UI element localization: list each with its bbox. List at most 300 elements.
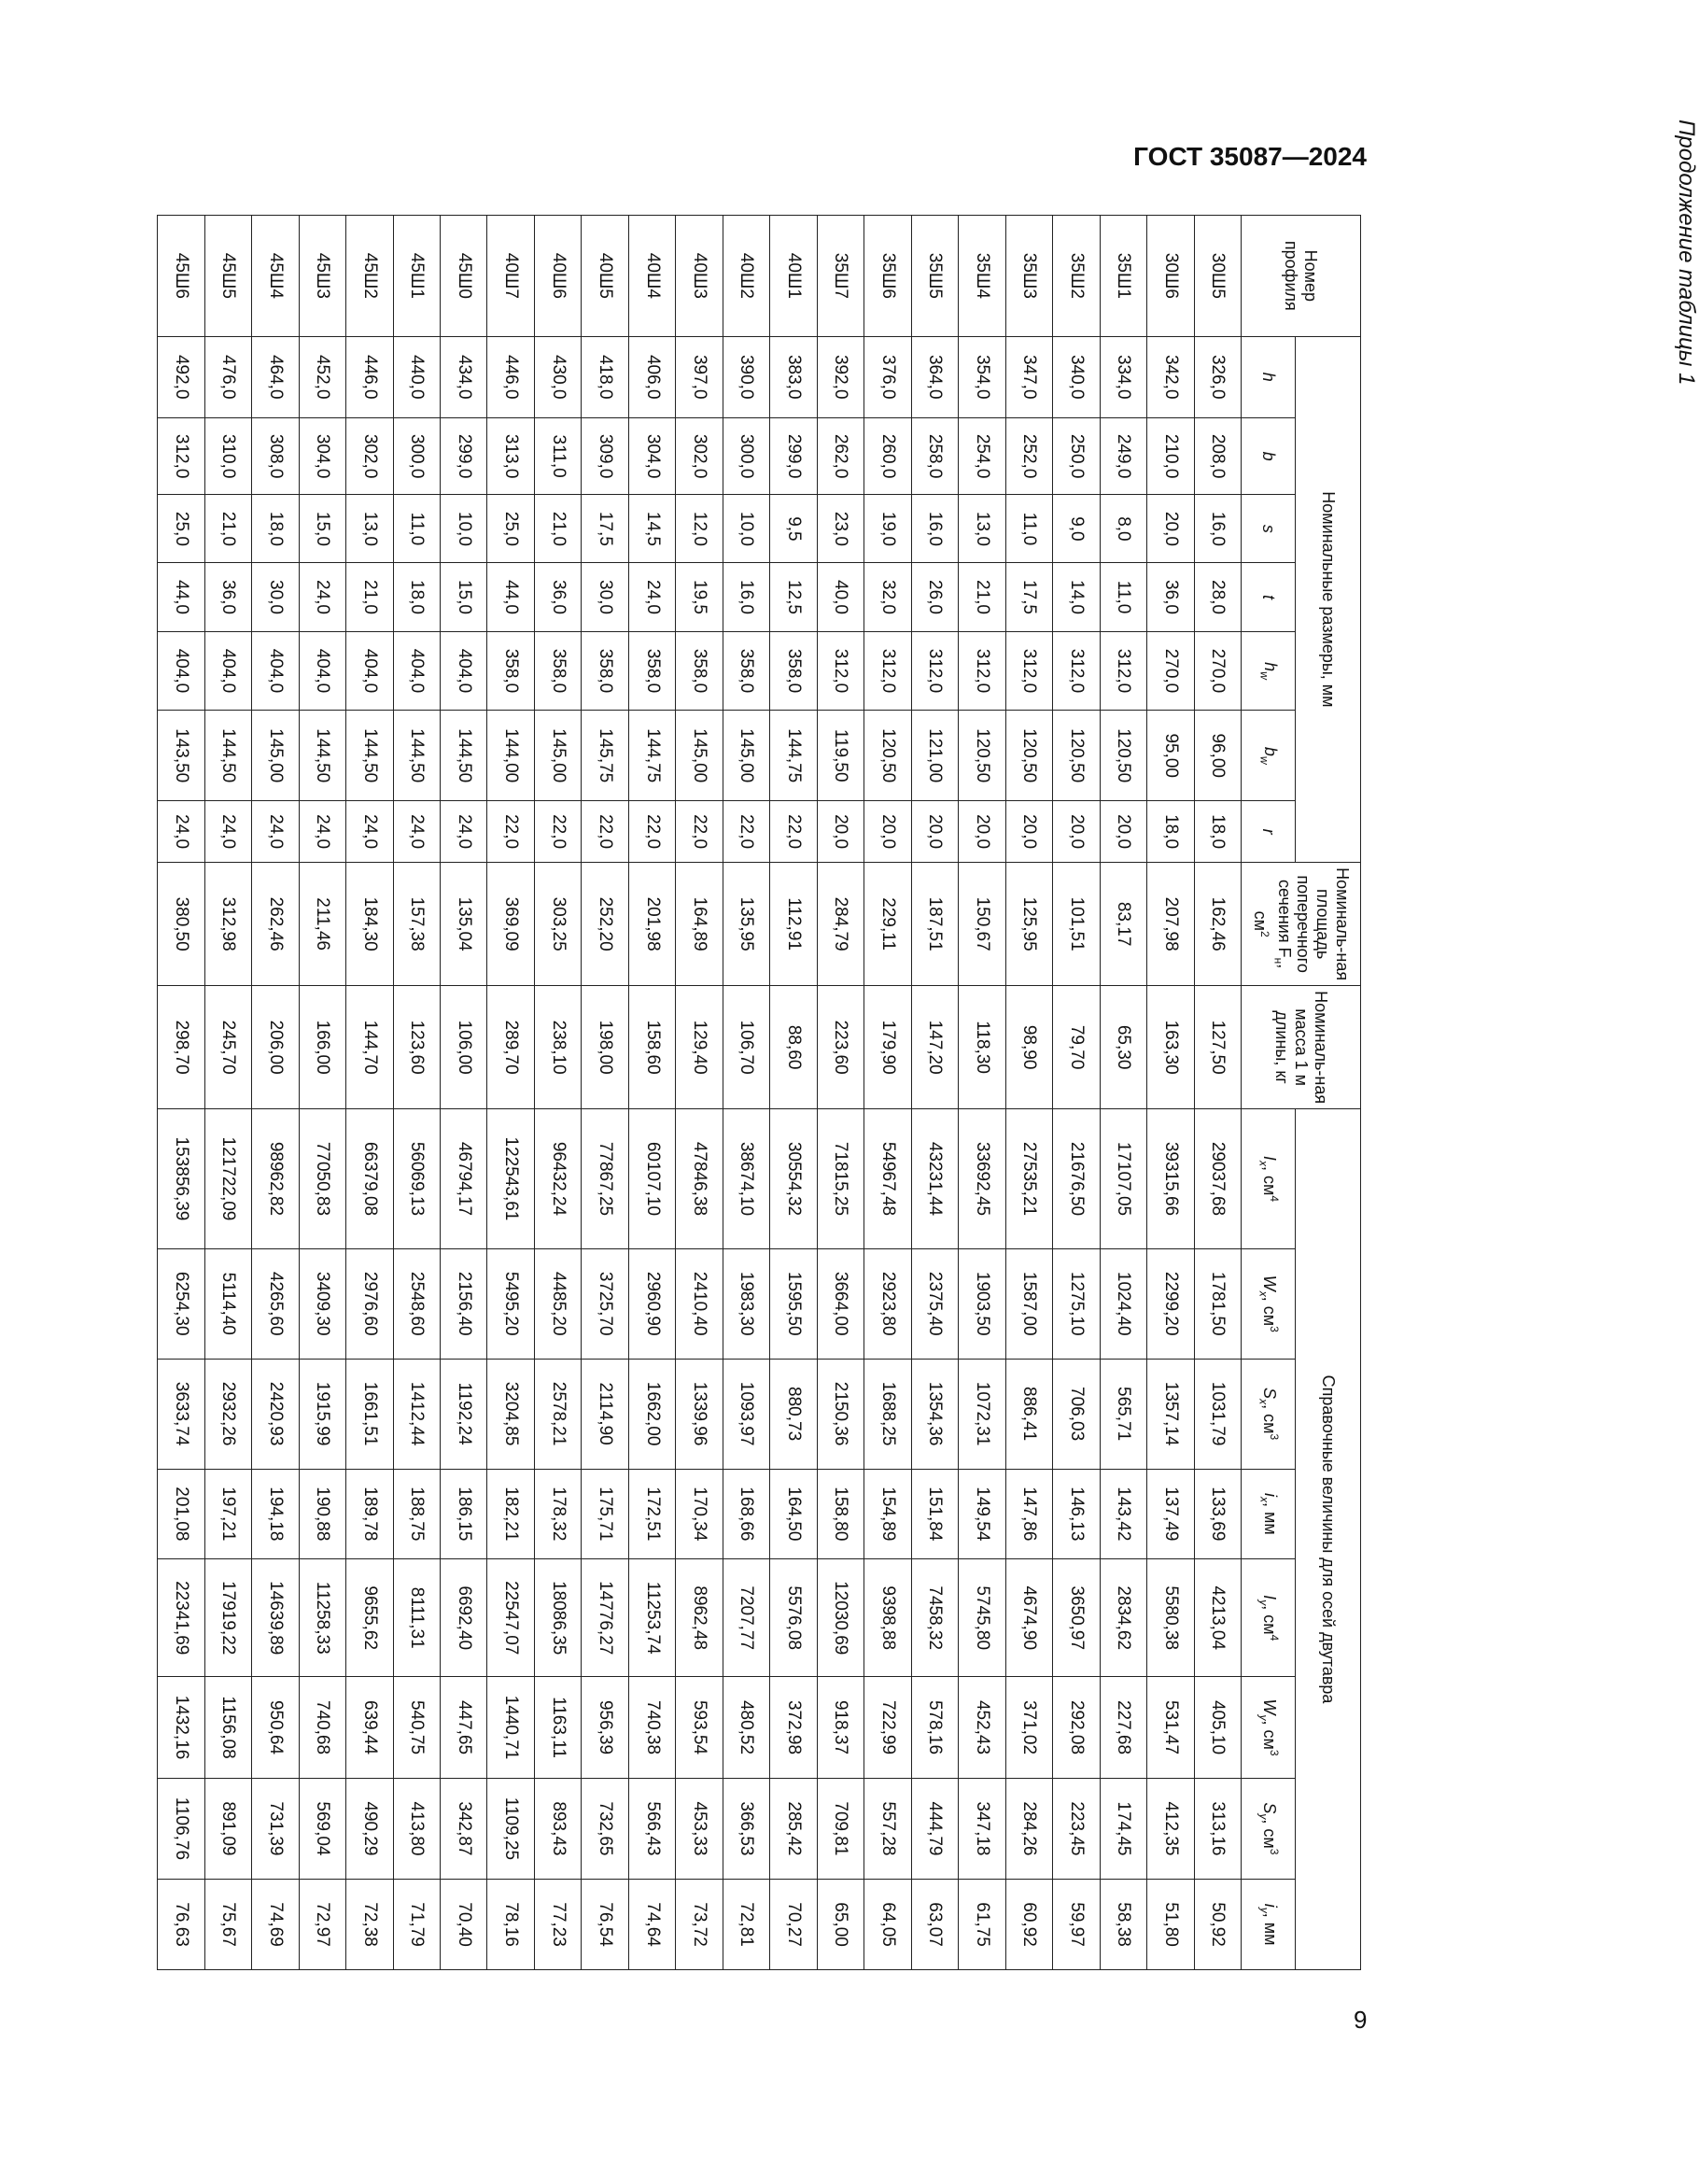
table-row bbox=[1100, 216, 1146, 1970]
table-cell: 309,0 bbox=[582, 417, 628, 495]
profile-number-cell: 40Ш6 bbox=[534, 216, 581, 337]
table-cell: 490,29 bbox=[346, 1778, 393, 1879]
table-cell: 44,0 bbox=[158, 563, 205, 631]
table-cell: 144,50 bbox=[393, 711, 440, 801]
table-cell: 164,50 bbox=[770, 1469, 817, 1559]
table-cell: 300,0 bbox=[393, 417, 440, 495]
table-cell: 154,89 bbox=[864, 1469, 911, 1559]
col-Sy-sym: S bbox=[1260, 1802, 1280, 1814]
col-b: b bbox=[1242, 417, 1296, 495]
profile-number-cell: 45Ш4 bbox=[252, 216, 299, 337]
header-area-sub: н bbox=[1271, 957, 1285, 965]
table-cell: 96,00 bbox=[1194, 711, 1241, 801]
col-Sx-sup: 3 bbox=[1268, 1433, 1282, 1441]
table-cell: 453,33 bbox=[676, 1778, 723, 1879]
table-cell: 71815,25 bbox=[817, 1109, 864, 1249]
table-cell: 75,67 bbox=[204, 1880, 251, 1970]
col-r: r bbox=[1242, 801, 1296, 863]
table-cell: 342,0 bbox=[1147, 336, 1194, 417]
table-cell: 891,09 bbox=[204, 1778, 251, 1879]
table-cell: 270,0 bbox=[1147, 631, 1194, 711]
table-cell: 11258,33 bbox=[299, 1559, 345, 1677]
table-cell: 284,79 bbox=[817, 863, 864, 986]
table-cell: 24,0 bbox=[204, 801, 251, 863]
table-cell: 39315,66 bbox=[1147, 1109, 1194, 1249]
table-cell: 14,5 bbox=[628, 495, 675, 563]
table-cell: 149,54 bbox=[959, 1469, 1005, 1559]
table-cell: 11,0 bbox=[393, 495, 440, 563]
table-cell: 120,50 bbox=[864, 711, 911, 801]
table-row bbox=[817, 216, 864, 1970]
table-cell: 262,0 bbox=[817, 417, 864, 495]
table-cell: 22341,69 bbox=[158, 1559, 205, 1677]
col-Wy-sup: 3 bbox=[1268, 1749, 1282, 1756]
table-cell: 18086,35 bbox=[534, 1559, 581, 1677]
table-row bbox=[441, 216, 487, 1970]
table-cell: 163,30 bbox=[1147, 986, 1194, 1109]
table-cell: 179,90 bbox=[864, 986, 911, 1109]
table-cell: 120,50 bbox=[959, 711, 1005, 801]
table-cell: 1339,96 bbox=[676, 1359, 723, 1469]
table-cell: 145,00 bbox=[534, 711, 581, 801]
table-cell: 2834,62 bbox=[1100, 1559, 1146, 1677]
table-cell: 168,66 bbox=[723, 1469, 769, 1559]
table-row bbox=[487, 216, 534, 1970]
profile-number-cell: 45Ш6 bbox=[158, 216, 205, 337]
table-cell: 464,0 bbox=[252, 336, 299, 417]
table-cell: 258,0 bbox=[911, 417, 958, 495]
table-cell: 137,49 bbox=[1147, 1469, 1194, 1559]
col-s: s bbox=[1242, 495, 1296, 563]
table-cell: 118,30 bbox=[959, 986, 1005, 1109]
profile-number-cell: 45Ш2 bbox=[346, 216, 393, 337]
table-row bbox=[1005, 216, 1052, 1970]
profile-number-cell: 35Ш4 bbox=[959, 216, 1005, 337]
table-cell: 125,95 bbox=[1005, 863, 1052, 986]
table-cell: 566,43 bbox=[628, 1778, 675, 1879]
table-cell: 28,0 bbox=[1194, 563, 1241, 631]
table-cell: 66379,08 bbox=[346, 1109, 393, 1249]
table-cell: 51,80 bbox=[1147, 1880, 1194, 1970]
table-row bbox=[959, 216, 1005, 1970]
table-cell: 22547,07 bbox=[487, 1559, 534, 1677]
table-cell: 133,69 bbox=[1194, 1469, 1241, 1559]
table-cell: 58,38 bbox=[1100, 1880, 1146, 1970]
table-cell: 17,5 bbox=[1005, 563, 1052, 631]
table-cell: 4674,90 bbox=[1005, 1559, 1052, 1677]
table-cell: 22,0 bbox=[487, 801, 534, 863]
profile-number-cell: 30Ш6 bbox=[1147, 216, 1194, 337]
profile-number-cell: 35Ш7 bbox=[817, 216, 864, 337]
table-cell: 83,17 bbox=[1100, 863, 1146, 986]
table-row bbox=[582, 216, 628, 1970]
table-cell: 162,46 bbox=[1194, 863, 1241, 986]
table-cell: 36,0 bbox=[1147, 563, 1194, 631]
table-cell: 284,26 bbox=[1005, 1778, 1052, 1879]
table-cell: 24,0 bbox=[158, 801, 205, 863]
col-Sx bbox=[1242, 1359, 1296, 1469]
table-cell: 740,68 bbox=[299, 1677, 345, 1778]
table-cell: 2150,36 bbox=[817, 1359, 864, 1469]
col-Ix-unit: , см bbox=[1260, 1165, 1280, 1196]
table-cell: 740,38 bbox=[628, 1677, 675, 1778]
table-cell: 312,0 bbox=[959, 631, 1005, 711]
table-cell: 312,0 bbox=[817, 631, 864, 711]
col-iy-sym: i bbox=[1260, 1903, 1280, 1908]
table-cell: 30,0 bbox=[252, 563, 299, 631]
table-cell: 18,0 bbox=[1194, 801, 1241, 863]
table-cell: 20,0 bbox=[864, 801, 911, 863]
table-cell: 886,41 bbox=[1005, 1359, 1052, 1469]
table-cell: 578,16 bbox=[911, 1677, 958, 1778]
table-caption: Продолжение таблицы 1 bbox=[1674, 120, 1699, 386]
table-cell: 29037,68 bbox=[1194, 1109, 1241, 1249]
table-cell: 8962,48 bbox=[676, 1559, 723, 1677]
col-Iy-sym: I bbox=[1260, 1595, 1280, 1600]
table-cell: 639,44 bbox=[346, 1677, 393, 1778]
table-cell: 2420,93 bbox=[252, 1359, 299, 1469]
table-cell: 2960,90 bbox=[628, 1248, 675, 1359]
col-bw-sym: b bbox=[1260, 746, 1280, 756]
table-cell: 9,5 bbox=[770, 495, 817, 563]
table-cell: 189,78 bbox=[346, 1469, 393, 1559]
table-cell: 121722,09 bbox=[204, 1109, 251, 1249]
header-reference: Справочные величины для осей двутавра bbox=[1296, 1109, 1361, 1970]
table-cell: 120,50 bbox=[1100, 711, 1146, 801]
table-row bbox=[676, 216, 723, 1970]
table-cell: 20,0 bbox=[911, 801, 958, 863]
table-cell: 16,0 bbox=[1194, 495, 1241, 563]
table-cell: 147,86 bbox=[1005, 1469, 1052, 1559]
table-cell: 2375,40 bbox=[911, 1248, 958, 1359]
table-cell: 1106,76 bbox=[158, 1778, 205, 1879]
table-cell: 3409,30 bbox=[299, 1248, 345, 1359]
table-row bbox=[770, 216, 817, 1970]
col-Ix-sub: x bbox=[1257, 1160, 1271, 1166]
table-cell: 210,0 bbox=[1147, 417, 1194, 495]
table-cell: 404,0 bbox=[158, 631, 205, 711]
profile-number-cell: 35Ш3 bbox=[1005, 216, 1052, 337]
table-cell: 18,0 bbox=[393, 563, 440, 631]
table-cell: 17919,22 bbox=[204, 1559, 251, 1677]
col-t: t bbox=[1242, 563, 1296, 631]
header-area-label: Номиналь-ная площадь поперечного сечения F bbox=[1274, 867, 1352, 981]
col-bw bbox=[1242, 711, 1296, 801]
table-cell: 71,79 bbox=[393, 1880, 440, 1970]
table-cell: 6254,30 bbox=[158, 1248, 205, 1359]
table-cell: 372,98 bbox=[770, 1677, 817, 1778]
table-row bbox=[346, 216, 393, 1970]
table-cell: 17,5 bbox=[582, 495, 628, 563]
table-cell: 252,0 bbox=[1005, 417, 1052, 495]
col-hw-sym: h bbox=[1260, 662, 1280, 672]
table-cell: 9398,88 bbox=[864, 1559, 911, 1677]
table-cell: 74,69 bbox=[252, 1880, 299, 1970]
table-cell: 10,0 bbox=[723, 495, 769, 563]
table-cell: 404,0 bbox=[441, 631, 487, 711]
table-cell: 198,00 bbox=[582, 986, 628, 1109]
table-cell: 18,0 bbox=[252, 495, 299, 563]
table-row bbox=[1147, 216, 1194, 1970]
table-cell: 1781,50 bbox=[1194, 1248, 1241, 1359]
table-container bbox=[157, 215, 1361, 1970]
table-cell: 3664,00 bbox=[817, 1248, 864, 1359]
table-cell: 98,90 bbox=[1005, 986, 1052, 1109]
table-cell: 135,95 bbox=[723, 863, 769, 986]
table-cell: 36,0 bbox=[534, 563, 581, 631]
table-cell: 166,00 bbox=[299, 986, 345, 1109]
table-cell: 164,89 bbox=[676, 863, 723, 986]
table-cell: 347,18 bbox=[959, 1778, 1005, 1879]
table-cell: 1915,99 bbox=[299, 1359, 345, 1469]
col-Iy-unit: , см bbox=[1260, 1605, 1280, 1635]
table-cell: 5745,80 bbox=[959, 1559, 1005, 1677]
col-iy-unit: , мм bbox=[1260, 1912, 1280, 1946]
table-cell: 24,0 bbox=[628, 563, 675, 631]
table-cell: 24,0 bbox=[393, 801, 440, 863]
table-cell: 223,60 bbox=[817, 986, 864, 1109]
table-cell: 540,75 bbox=[393, 1677, 440, 1778]
table-cell: 347,0 bbox=[1005, 336, 1052, 417]
table-cell: 447,65 bbox=[441, 1677, 487, 1778]
table-cell: 404,0 bbox=[393, 631, 440, 711]
table-cell: 143,50 bbox=[158, 711, 205, 801]
table-cell: 731,39 bbox=[252, 1778, 299, 1879]
table-cell: 5576,08 bbox=[770, 1559, 817, 1677]
table-cell: 383,0 bbox=[770, 336, 817, 417]
table-cell: 252,20 bbox=[582, 863, 628, 986]
table-cell: 1275,10 bbox=[1053, 1248, 1100, 1359]
table-cell: 101,51 bbox=[1053, 863, 1100, 986]
col-Wy-sub: y bbox=[1257, 1714, 1271, 1721]
table-cell: 1357,14 bbox=[1147, 1359, 1194, 1469]
table-cell: 12,0 bbox=[676, 495, 723, 563]
table-cell: 2410,40 bbox=[676, 1248, 723, 1359]
col-Iy-sub: y bbox=[1257, 1599, 1271, 1606]
table-cell: 334,0 bbox=[1100, 336, 1146, 417]
table-cell: 72,38 bbox=[346, 1880, 393, 1970]
table-cell: 5495,20 bbox=[487, 1248, 534, 1359]
table-cell: 312,0 bbox=[864, 631, 911, 711]
profile-number-cell: 30Ш5 bbox=[1194, 216, 1241, 337]
table-cell: 96432,24 bbox=[534, 1109, 581, 1249]
col-Sy bbox=[1242, 1778, 1296, 1879]
table-cell: 358,0 bbox=[723, 631, 769, 711]
table-cell: 20,0 bbox=[959, 801, 1005, 863]
table-cell: 145,00 bbox=[252, 711, 299, 801]
profile-number-cell: 45Ш0 bbox=[441, 216, 487, 337]
table-cell: 2548,60 bbox=[393, 1248, 440, 1359]
table-cell: 392,0 bbox=[817, 336, 864, 417]
header-area-sup: 2 bbox=[1258, 930, 1272, 937]
table-cell: 223,45 bbox=[1053, 1778, 1100, 1879]
table-cell: 2923,80 bbox=[864, 1248, 911, 1359]
standard-code: ГОСТ 35087—2024 bbox=[1133, 142, 1367, 171]
table-cell: 12,5 bbox=[770, 563, 817, 631]
table-cell: 404,0 bbox=[346, 631, 393, 711]
table-cell: 17107,05 bbox=[1100, 1109, 1146, 1249]
table-cell: 405,10 bbox=[1194, 1677, 1241, 1778]
table-cell: 127,50 bbox=[1194, 986, 1241, 1109]
table-cell: 8,0 bbox=[1100, 495, 1146, 563]
table-cell: 144,75 bbox=[770, 711, 817, 801]
table-cell: 194,18 bbox=[252, 1469, 299, 1559]
col-Wx bbox=[1242, 1248, 1296, 1359]
table-cell: 452,43 bbox=[959, 1677, 1005, 1778]
table-cell: 76,63 bbox=[158, 1880, 205, 1970]
table-cell: 77050,83 bbox=[299, 1109, 345, 1249]
table-cell: 2976,60 bbox=[346, 1248, 393, 1359]
table-cell: 406,0 bbox=[628, 336, 675, 417]
table-cell: 26,0 bbox=[911, 563, 958, 631]
table-cell: 390,0 bbox=[723, 336, 769, 417]
table-cell: 452,0 bbox=[299, 336, 345, 417]
table-cell: 19,0 bbox=[864, 495, 911, 563]
table-cell: 4265,60 bbox=[252, 1248, 299, 1359]
col-Wx-sym: W bbox=[1260, 1275, 1280, 1291]
table-cell: 144,50 bbox=[346, 711, 393, 801]
table-cell: 303,25 bbox=[534, 863, 581, 986]
table-cell: 446,0 bbox=[346, 336, 393, 417]
col-ix-unit: , мм bbox=[1260, 1501, 1280, 1535]
table-cell: 22,0 bbox=[582, 801, 628, 863]
table-cell: 310,0 bbox=[204, 417, 251, 495]
table-cell: 430,0 bbox=[534, 336, 581, 417]
table-cell: 22,0 bbox=[676, 801, 723, 863]
col-Sy-sub: y bbox=[1257, 1813, 1271, 1820]
table-cell: 201,08 bbox=[158, 1469, 205, 1559]
table-cell: 153856,39 bbox=[158, 1109, 205, 1249]
table-cell: 369,09 bbox=[487, 863, 534, 986]
table-cell: 6692,40 bbox=[441, 1559, 487, 1677]
table-cell: 358,0 bbox=[676, 631, 723, 711]
table-cell: 21,0 bbox=[204, 495, 251, 563]
table-cell: 418,0 bbox=[582, 336, 628, 417]
table-cell: 2578,21 bbox=[534, 1359, 581, 1469]
table-cell: 146,13 bbox=[1053, 1469, 1100, 1559]
table-cell: 25,0 bbox=[487, 495, 534, 563]
table-cell: 145,00 bbox=[676, 711, 723, 801]
table-row bbox=[723, 216, 769, 1970]
table-row bbox=[1194, 216, 1241, 1970]
table-cell: 1072,31 bbox=[959, 1359, 1005, 1469]
table-cell: 22,0 bbox=[723, 801, 769, 863]
col-Sx-unit: , см bbox=[1260, 1404, 1280, 1434]
table-cell: 440,0 bbox=[393, 336, 440, 417]
table-cell: 312,0 bbox=[1053, 631, 1100, 711]
table-row bbox=[628, 216, 675, 1970]
table-cell: 70,27 bbox=[770, 1880, 817, 1970]
table-cell: 16,0 bbox=[911, 495, 958, 563]
table-cell: 340,0 bbox=[1053, 336, 1100, 417]
profile-number-cell: 35Ш1 bbox=[1100, 216, 1146, 337]
table-body bbox=[158, 216, 1242, 1970]
table-cell: 380,50 bbox=[158, 863, 205, 986]
table-cell: 21,0 bbox=[959, 563, 1005, 631]
table-cell: 65,00 bbox=[817, 1880, 864, 1970]
table-cell: 1587,00 bbox=[1005, 1248, 1052, 1359]
table-cell: 299,0 bbox=[770, 417, 817, 495]
profile-number-cell: 45Ш1 bbox=[393, 216, 440, 337]
table-cell: 358,0 bbox=[628, 631, 675, 711]
table-cell: 397,0 bbox=[676, 336, 723, 417]
table-cell: 13,0 bbox=[959, 495, 1005, 563]
table-cell: 918,37 bbox=[817, 1677, 864, 1778]
table-cell: 98962,82 bbox=[252, 1109, 299, 1249]
table-cell: 292,08 bbox=[1053, 1677, 1100, 1778]
col-iy-sub: y bbox=[1257, 1907, 1271, 1913]
table-cell: 304,0 bbox=[628, 417, 675, 495]
table-cell: 492,0 bbox=[158, 336, 205, 417]
table-cell: 4213,04 bbox=[1194, 1559, 1241, 1677]
table-cell: 23,0 bbox=[817, 495, 864, 563]
table-cell: 1688,25 bbox=[864, 1359, 911, 1469]
table-cell: 144,75 bbox=[628, 711, 675, 801]
table-cell: 174,45 bbox=[1100, 1778, 1146, 1879]
table-cell: 893,43 bbox=[534, 1778, 581, 1879]
table-cell: 1412,44 bbox=[393, 1359, 440, 1469]
table-cell: 21,0 bbox=[346, 563, 393, 631]
table-cell: 531,47 bbox=[1147, 1677, 1194, 1778]
table-cell: 24,0 bbox=[299, 563, 345, 631]
table-cell: 3633,74 bbox=[158, 1359, 205, 1469]
table-cell: 1024,40 bbox=[1100, 1248, 1146, 1359]
table-cell: 358,0 bbox=[582, 631, 628, 711]
table-cell: 2114,90 bbox=[582, 1359, 628, 1469]
table-cell: 22,0 bbox=[628, 801, 675, 863]
col-h: h bbox=[1242, 336, 1296, 417]
table-cell: 60,92 bbox=[1005, 1880, 1052, 1970]
table-cell: 187,51 bbox=[911, 863, 958, 986]
table-cell: 254,0 bbox=[959, 417, 1005, 495]
table-cell: 1093,97 bbox=[723, 1359, 769, 1469]
table-cell: 30554,32 bbox=[770, 1109, 817, 1249]
col-Iy bbox=[1242, 1559, 1296, 1677]
table-cell: 27535,21 bbox=[1005, 1109, 1052, 1249]
table-cell: 260,0 bbox=[864, 417, 911, 495]
table-cell: 709,81 bbox=[817, 1778, 864, 1879]
table-cell: 207,98 bbox=[1147, 863, 1194, 986]
col-iy bbox=[1242, 1880, 1296, 1970]
table-cell: 22,0 bbox=[770, 801, 817, 863]
table-cell: 78,16 bbox=[487, 1880, 534, 1970]
table-row bbox=[534, 216, 581, 1970]
table-cell: 20,0 bbox=[817, 801, 864, 863]
table-cell: 12030,69 bbox=[817, 1559, 864, 1677]
table-cell: 956,39 bbox=[582, 1677, 628, 1778]
table-cell: 1031,79 bbox=[1194, 1359, 1241, 1469]
table-cell: 72,81 bbox=[723, 1880, 769, 1970]
table-row bbox=[393, 216, 440, 1970]
table-cell: 11253,74 bbox=[628, 1559, 675, 1677]
table-cell: 5580,38 bbox=[1147, 1559, 1194, 1677]
table-cell: 21676,50 bbox=[1053, 1109, 1100, 1249]
col-ix-sub: x bbox=[1257, 1496, 1271, 1502]
table-cell: 123,60 bbox=[393, 986, 440, 1109]
table-cell: 7458,32 bbox=[911, 1559, 958, 1677]
col-hw-sub: w bbox=[1257, 671, 1271, 680]
table-row bbox=[252, 216, 299, 1970]
table-cell: 145,75 bbox=[582, 711, 628, 801]
table-cell: 5114,40 bbox=[204, 1248, 251, 1359]
table-cell: 144,70 bbox=[346, 986, 393, 1109]
table-cell: 366,53 bbox=[723, 1778, 769, 1879]
table-cell: 182,21 bbox=[487, 1469, 534, 1559]
table-cell: 14639,89 bbox=[252, 1559, 299, 1677]
col-bw-sub: w bbox=[1257, 755, 1271, 765]
table-cell: 157,38 bbox=[393, 863, 440, 986]
profile-table bbox=[157, 215, 1361, 1970]
